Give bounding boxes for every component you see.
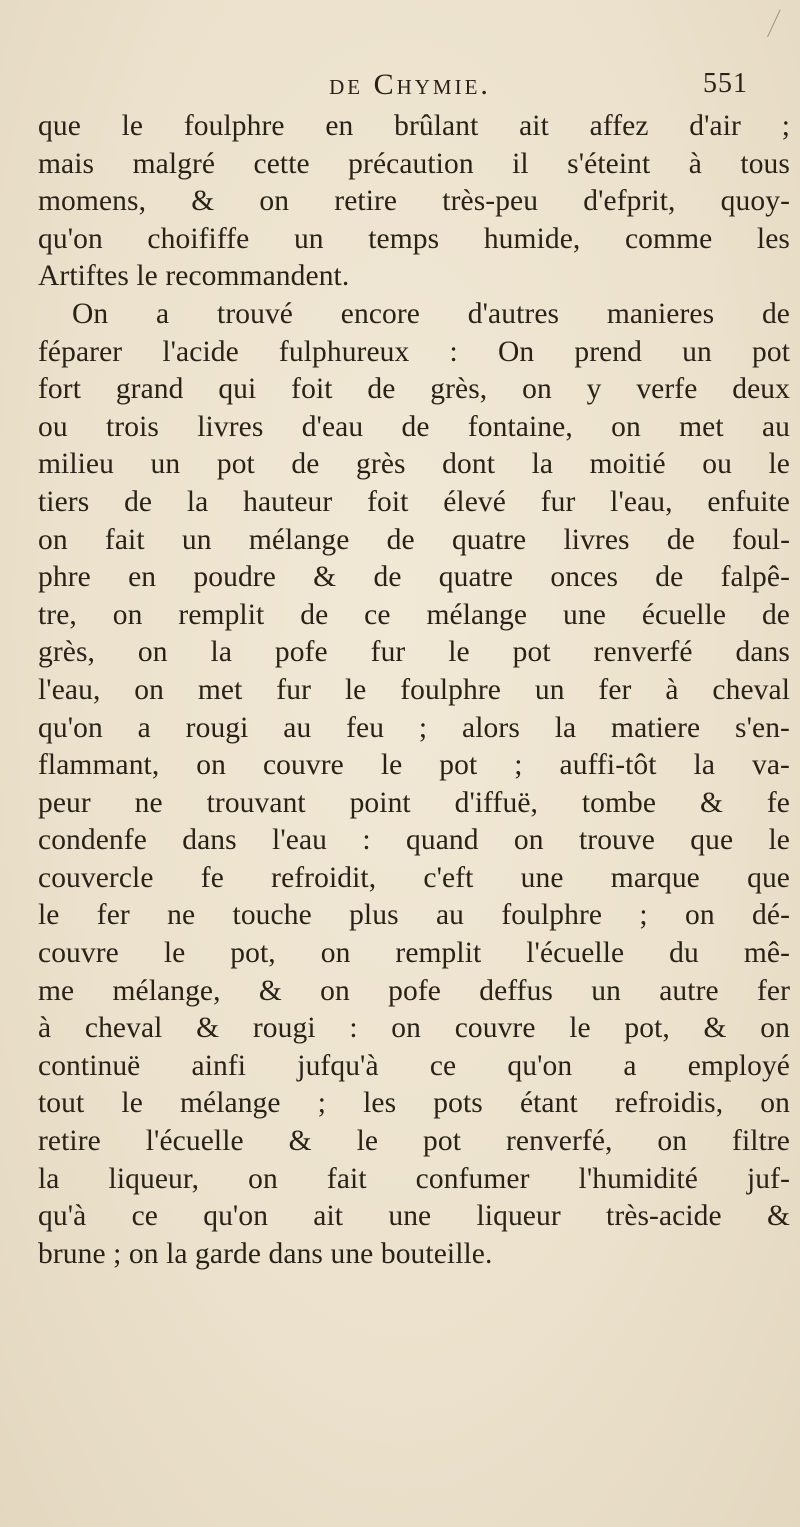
text-line: tiers de la hauteur foit élevé fur l'eau, enfuite xyxy=(38,485,790,518)
text-line: on fait un mélange de quatre livres de foul- xyxy=(38,523,790,556)
page-header xyxy=(60,68,760,108)
text-line: brune ; on la garde dans une bouteille. xyxy=(38,1237,493,1270)
text-line: à cheval & rougi : on couvre le pot, & on xyxy=(38,1012,790,1045)
text-line: féparer l'acide fulphureux : On prend un pot xyxy=(38,335,790,368)
text-line: retire l'écuelle & le pot renverfé, on filtre xyxy=(38,1125,790,1158)
page-mark xyxy=(767,10,788,41)
text-line: tre, on remplit de ce mélange une écuelle de xyxy=(38,598,790,631)
text-line: condenfe dans l'eau : quand on trouve que le xyxy=(38,824,790,857)
page-number: 551 xyxy=(703,68,748,99)
text-line: phre en poudre & de quatre onces de falpê- xyxy=(38,561,790,594)
text-line: milieu un pot de grès dont la moitié ou le xyxy=(38,448,790,481)
text-line: couvre le pot, on remplit l'écuelle du mê- xyxy=(38,937,790,970)
text-line: fort grand qui foit de grès, on y verfe deux xyxy=(38,373,790,406)
text-line: couvercle fe refroidit, c'eft une marque que xyxy=(38,861,790,894)
text-line: grès, on la pofe fur le pot renverfé dans xyxy=(38,636,790,669)
text-line: qu'on choififfe un temps humide, comme les xyxy=(38,222,790,255)
text-line: le fer ne touche plus au foulphre ; on dé- xyxy=(38,899,790,932)
text-line: ou trois livres d'eau de fontaine, on met au xyxy=(38,410,790,443)
running-title: de Chymie. xyxy=(329,68,491,101)
text-line: la liqueur, on fait confumer l'humidité juf- xyxy=(38,1162,790,1195)
text-line: me mélange, & on pofe deffus un autre fer xyxy=(38,974,790,1007)
body-text xyxy=(38,108,790,1273)
text-line: que le foulphre en brûlant ait affez d'air ; xyxy=(38,110,790,142)
text-line: peur ne trouvant point d'iffuë, tombe & fe xyxy=(38,786,790,819)
text-line: qu'on a rougi au feu ; alors la matiere s'en- xyxy=(38,711,790,744)
text-line: Artiftes le recommandent. xyxy=(38,260,350,293)
text-line: momens, & on retire très-peu d'efprit, quoy- xyxy=(38,185,790,218)
text-line: tout le mélange ; les pots étant refroidis, on xyxy=(38,1087,790,1120)
text-line: l'eau, on met fur le foulphre un fer à cheval xyxy=(38,673,790,706)
text-line: flammant, on couvre le pot ; auffi-tôt la va- xyxy=(38,749,790,782)
text-line: qu'à ce qu'on ait une liqueur très-acide & xyxy=(38,1200,790,1233)
text-line: mais malgré cette précaution il s'éteint à tous xyxy=(38,147,790,180)
text-line: On a trouvé encore d'autres manieres de xyxy=(72,297,790,330)
text-line: continuë ainfi jufqu'à ce qu'on a employé xyxy=(38,1049,790,1082)
